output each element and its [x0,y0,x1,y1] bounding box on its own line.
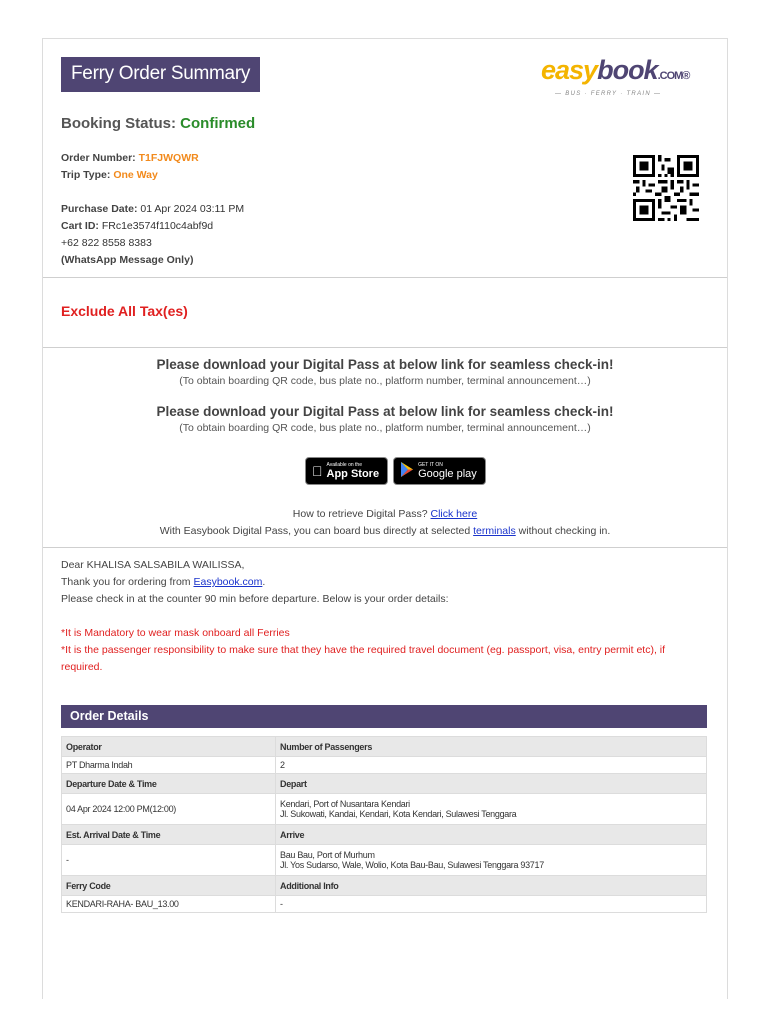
table-header-cell: Arrive [276,825,707,845]
tax-note: Exclude All Tax(es) [61,303,188,319]
booking-status-value: Confirmed [180,115,256,132]
table-row [62,757,707,774]
cart-id: FRc1e3574f110c4abf9d [101,220,214,232]
mask-notice: *It is Mandatory to wear mask onboard all Ferries [61,627,290,639]
google-play-small-label: GET IT ON [407,462,433,468]
greeting: Dear KHALISA SALSABILA WAILISSA, [61,559,245,571]
table-header-row [62,737,707,757]
app-store-badges [305,457,486,485]
booking-status [61,115,255,132]
digital-pass-section-1 [43,357,727,387]
board-directly-line [43,525,727,537]
phone-number: +62 822 8558 8383 [61,237,152,249]
table-cell [276,794,707,825]
retrieve-pass-line [43,508,727,520]
logo-tagline: — BUS · FERRY · TRAIN — [555,91,662,97]
cart-id-label: Cart ID: [61,220,99,232]
table-cell: - [62,845,276,876]
table-row [62,794,707,825]
purchase-date: 01 Apr 2024 03:11 PM [140,203,245,215]
app-store-small-label: Available on the [316,462,352,468]
digital-pass-heading: Please download your Digital Pass at below link for seamless check-in! [156,357,614,372]
page-title: Ferry Order Summary [61,57,260,92]
depart-address: Jl. Sukowati, Kandai, Kendari, Kota Kendari, Sulawesi Tenggara [280,809,517,819]
table-row [62,845,707,876]
terminals-link[interactable]: terminals [473,525,516,537]
board-text: With Easybook Digital Pass, you can board bus directly at selected [159,525,471,537]
board-text-end: without checking in. [518,525,611,537]
document-notice: *It is the passenger responsibility to make sure that they have the required travel document (eg. passport, visa, entry permit etc), if required. [61,644,666,673]
table-header-cell: Additional Info [276,876,707,896]
checkin-note: Please check in at the counter 90 min before departure. Below is your order details: [61,593,449,605]
trip-type: One Way [113,169,158,181]
order-number-label: Order Number: [61,152,136,164]
order-details-header: Order Details [61,705,707,728]
app-store-button[interactable] [305,457,388,485]
table-header-cell: Depart [276,774,707,794]
table-header-cell: Ferry Code [62,876,276,896]
thanks-text: Thank you for ordering from [61,576,191,588]
digital-pass-subtext: (To obtain boarding QR code, bus plate no., platform number, terminal announcement…) [179,422,591,434]
arrive-address: Jl. Yos Sudarso, Wale, Wolio, Kota Bau-Bau, Sulawesi Tenggara 93717 [280,860,544,870]
easybook-logo[interactable] [541,55,711,99]
table-header-row [62,825,707,845]
divider [43,277,727,278]
table-cell: 2 [276,757,707,774]
table-header-row [62,876,707,896]
digital-pass-heading: Please download your Digital Pass at below link for seamless check-in! [156,404,614,419]
apple-icon [312,463,323,479]
whatsapp-note: (WhatsApp Message Only) [61,254,194,266]
trip-type-label: Trip Type: [61,169,111,181]
table-header-cell: Operator [62,737,276,757]
google-play-button[interactable] [393,457,486,485]
logo-easy: easy [541,55,598,85]
retrieve-pass-text: How to retrieve Digital Pass? [292,508,428,520]
order-number: T1FJWQWR [138,152,199,164]
order-details-table [61,736,707,913]
arrive-port: Bau Bau, Port of Murhum [280,850,375,860]
logo-book: book [597,55,658,85]
table-cell: PT Dharma Indah [62,757,276,774]
google-play-label: Google play [407,468,467,480]
customer-letter [61,557,701,676]
app-store-label: App Store [316,468,369,480]
table-header-cell: Departure Date & Time [62,774,276,794]
table-cell [276,845,707,876]
purchase-date-label: Purchase Date: [61,203,138,215]
table-cell: 04 Apr 2024 12:00 PM(12:00) [62,794,276,825]
table-row [62,896,707,913]
depart-port: Kendari, Port of Nusantara Kendari [280,799,410,809]
table-cell: KENDARI-RAHA- BAU_13.00 [62,896,276,913]
easybook-link[interactable]: Easybook.com [193,576,263,588]
order-info [61,150,244,269]
booking-status-label: Booking Status: [61,115,176,132]
table-header-row [62,774,707,794]
logo-com: .COM® [657,70,690,82]
google-play-icon [400,462,414,480]
thanks-line [61,574,701,591]
table-cell: - [276,896,707,913]
table-header-cell: Est. Arrival Date & Time [62,825,276,845]
digital-pass-subtext: (To obtain boarding QR code, bus plate no., platform number, terminal announcement…) [179,375,591,387]
divider [43,347,727,348]
click-here-link[interactable]: Click here [430,508,478,520]
table-header-cell: Number of Passengers [276,737,707,757]
order-summary-page [42,38,728,999]
thanks-end: . [262,576,266,588]
digital-pass-section-2 [43,404,727,434]
qr-code-icon [633,155,699,221]
divider [43,547,727,548]
